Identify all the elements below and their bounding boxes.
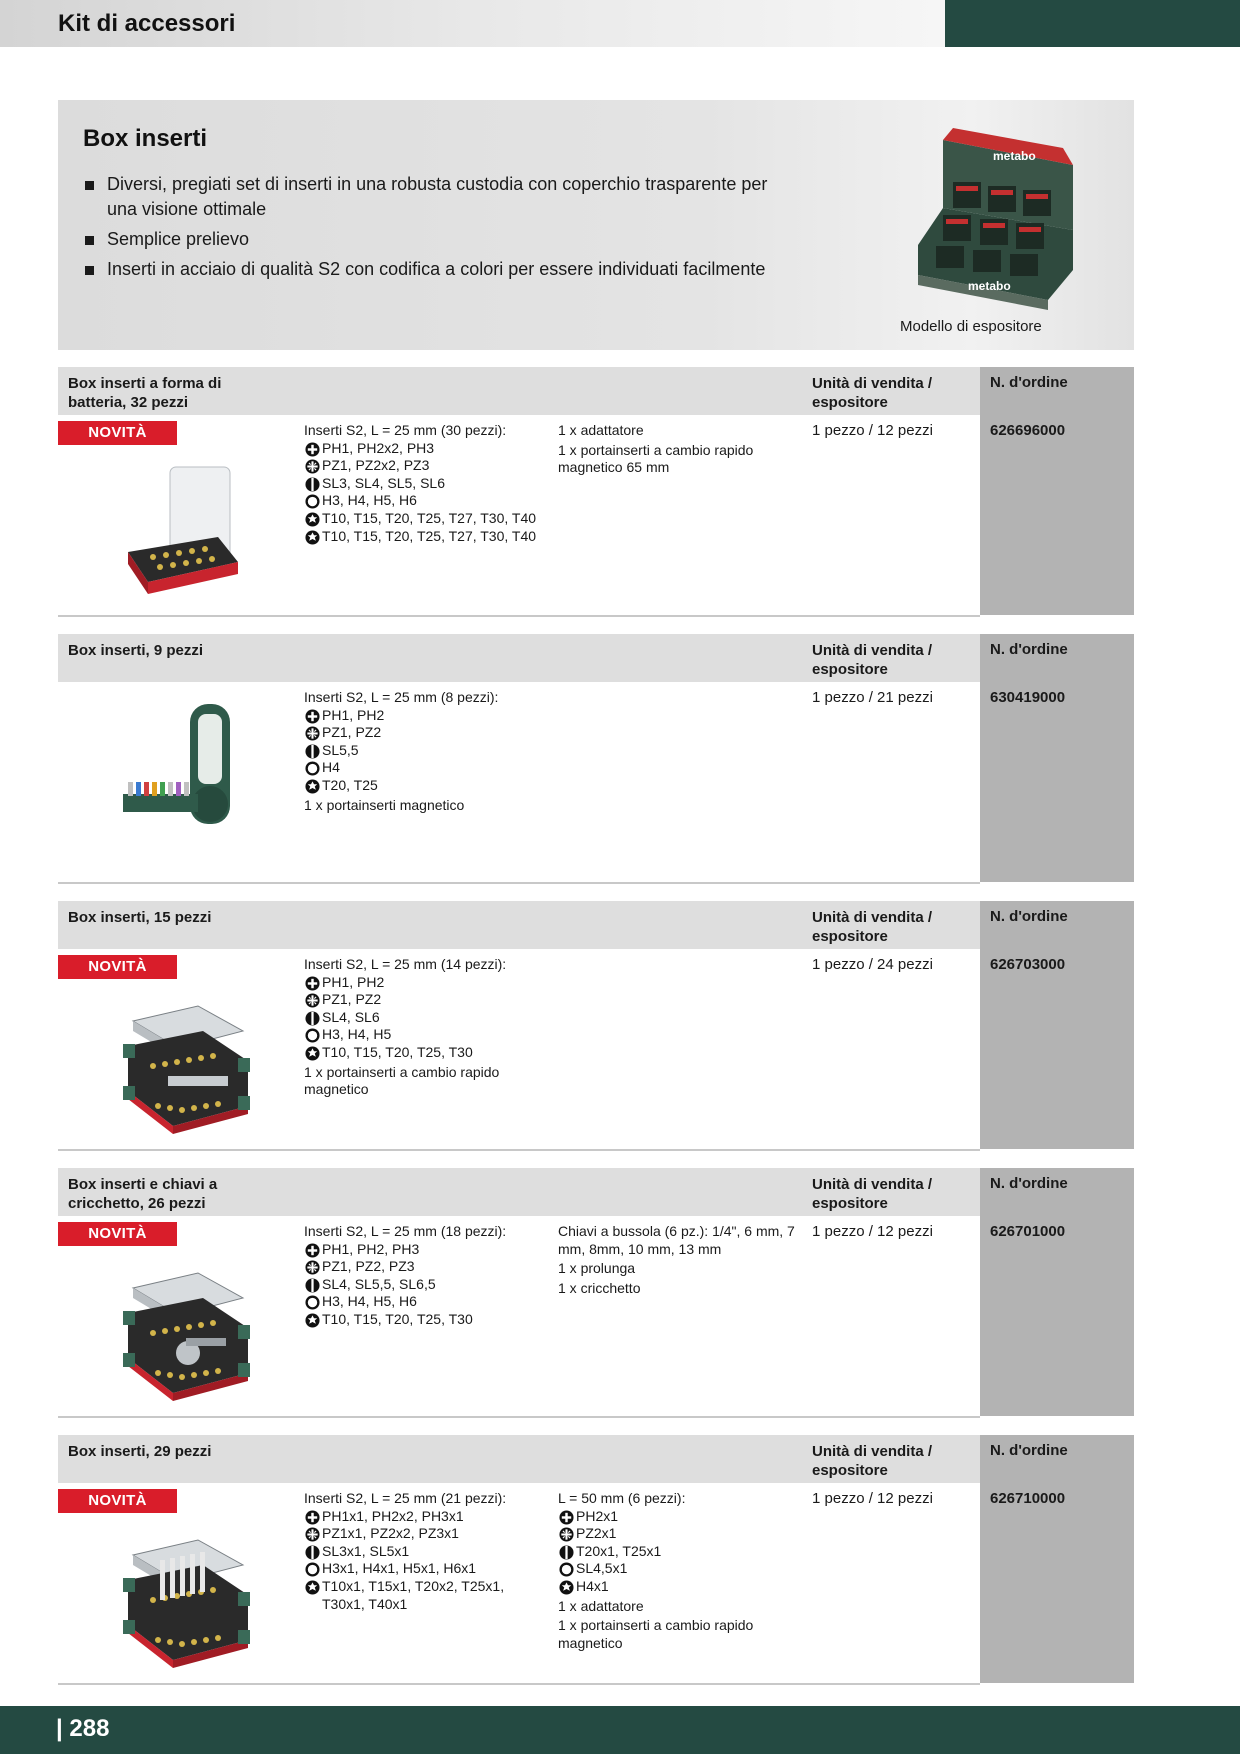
- torx-icon: [304, 779, 321, 794]
- spec-line: [304, 759, 544, 777]
- spec-text: 1 x portainserti a cambio rapido magnetico 65 mm: [558, 441, 754, 476]
- product-name: Box inserti, 9 pezzi: [68, 642, 204, 659]
- section-divider: [58, 1149, 980, 1151]
- phillips-icon: [304, 709, 321, 724]
- slotted-icon: [304, 1278, 321, 1293]
- spec-text: T10x1, T15x1, T20x2, T25x1,: [322, 1577, 505, 1594]
- spec-text: 1 x portainserti a cambio rapido magnetico: [558, 1617, 754, 1651]
- spec-text: Inserti S2, L = 25 mm (30 pezzi):: [304, 422, 507, 438]
- spec-line: [558, 1260, 798, 1278]
- spec-text: H3, H4, H5: [322, 1026, 392, 1043]
- spec-text: PH2x1: [576, 1507, 619, 1524]
- spec-text: 1 x adattatore: [558, 1597, 644, 1614]
- hex-icon: [304, 1295, 321, 1310]
- pozidriv-icon: [304, 459, 321, 474]
- spec-line: [304, 991, 544, 1009]
- intro-box: [58, 100, 1134, 350]
- spec-text: T10, T15, T20, T25, T27, T30, T40: [322, 509, 537, 526]
- spec-line: [304, 1578, 544, 1596]
- spec-text: T10, T15, T20, T25, T27, T30, T40: [322, 527, 537, 544]
- spec-line: [304, 1293, 544, 1311]
- spec-text: PZ2x1: [576, 1525, 617, 1542]
- product-section: [58, 901, 1134, 1151]
- svg-text:metabo: metabo: [993, 149, 1036, 163]
- pozidriv-icon: [304, 1527, 321, 1542]
- new-badge: NOVITÀ: [58, 1489, 177, 1513]
- spec-line: [304, 492, 544, 510]
- spec-text: 1 x prolunga: [558, 1260, 636, 1277]
- spec-text: SL4, SL6: [322, 1008, 380, 1025]
- slotted-icon: [304, 744, 321, 759]
- product-image: [108, 1253, 258, 1403]
- product-name: Box inserti, 29 pezzi: [68, 1443, 212, 1460]
- spec-line: [304, 1064, 544, 1099]
- order-header: N. d'ordine: [990, 374, 1068, 391]
- spec-line: [304, 457, 544, 475]
- product-section: [58, 367, 1134, 617]
- feature-text: Semplice prelievo: [107, 229, 250, 249]
- phillips-icon: [304, 442, 321, 457]
- spec-column-primary: [304, 956, 544, 1099]
- unit-header: Unità di vendita / espositore: [812, 1443, 933, 1479]
- sales-unit: 1 pezzo / 24 pezzi: [812, 956, 933, 973]
- phillips-icon: [304, 976, 321, 991]
- spec-text: H4x1: [576, 1577, 609, 1594]
- section-divider: [58, 1416, 980, 1418]
- spec-column-primary: [304, 1223, 544, 1329]
- spec-text: H3, H4, H5, H6: [322, 492, 417, 509]
- spec-line: [304, 1490, 544, 1508]
- intro-title: Box inserti: [83, 125, 208, 152]
- hex-icon: [304, 494, 321, 509]
- torx-icon: [304, 512, 321, 527]
- spec-column-primary: [304, 689, 544, 814]
- pozidriv-icon: [304, 993, 321, 1008]
- spec-text: H4: [322, 759, 340, 776]
- spec-line: [304, 440, 544, 458]
- order-number: 626710000: [990, 1490, 1066, 1507]
- product-name: Box inserti e chiavi a cricchetto, 26 pezzi: [68, 1176, 218, 1212]
- spec-line: [304, 1276, 544, 1294]
- section-header: [58, 1435, 1134, 1483]
- product-name: Box inserti a forma di batteria, 32 pezzi: [68, 375, 222, 411]
- spec-line: [558, 1223, 798, 1258]
- section-header: [58, 1168, 1134, 1216]
- spec-line: [304, 1258, 544, 1276]
- spec-line: [304, 707, 544, 725]
- section-header: [58, 367, 1134, 415]
- spec-text: Inserti S2, L = 25 mm (18 pezzi):: [304, 1223, 507, 1239]
- spec-line: [558, 1543, 798, 1561]
- spec-line: [558, 1490, 798, 1508]
- spec-text: 1 x portainserti magnetico: [304, 796, 465, 813]
- chapter-title: Kit di accessori: [58, 10, 236, 37]
- section-divider: [58, 615, 980, 617]
- product-image: [108, 986, 258, 1136]
- spec-text: SL4,5x1: [576, 1560, 628, 1577]
- torx-icon: [304, 530, 321, 545]
- hex-icon: [304, 761, 321, 776]
- spec-text: Inserti S2, L = 25 mm (8 pezzi):: [304, 689, 499, 705]
- bullet-square-icon: [85, 181, 94, 190]
- display-caption: Modello di espositore: [900, 318, 1042, 335]
- spec-line: [558, 1560, 798, 1578]
- spec-line: [304, 1543, 544, 1561]
- feature-text: Inserti in acciaio di qualità S2 con codifica a colori per essere individuati facilmente: [107, 259, 766, 279]
- spec-line: [304, 1508, 544, 1526]
- order-number: 630419000: [990, 689, 1066, 706]
- spec-line: [304, 1560, 544, 1578]
- spec-line: [304, 1009, 544, 1027]
- spec-text: PZ1, PZ2: [322, 991, 382, 1008]
- spec-text: T20x1, T25x1: [576, 1542, 662, 1559]
- spec-text: H3x1, H4x1, H5x1, H6x1: [322, 1560, 477, 1577]
- phillips-icon: [304, 1243, 321, 1258]
- spec-text: L = 50 mm (6 pezzi):: [558, 1490, 686, 1506]
- spec-line: [304, 956, 544, 974]
- product-image: [108, 452, 258, 602]
- product-image: [108, 1520, 258, 1670]
- spec-text: PZ1, PZ2x2, PZ3: [322, 457, 430, 474]
- feature-item: [83, 257, 783, 282]
- spec-line: [304, 724, 544, 742]
- phillips-icon: [558, 1510, 575, 1525]
- spec-line: [304, 1241, 544, 1259]
- spec-text: PZ1, PZ2, PZ3: [322, 1258, 415, 1275]
- spec-text: PH1, PH2x2, PH3: [322, 439, 435, 456]
- spec-column-primary: [304, 422, 544, 545]
- spec-line: [304, 1223, 544, 1241]
- spec-line: [304, 1044, 544, 1062]
- spec-text: H3, H4, H5, H6: [322, 1293, 417, 1310]
- spec-line: [304, 777, 544, 795]
- section-divider: [58, 1683, 980, 1685]
- spec-column-primary: [304, 1490, 544, 1613]
- bullet-square-icon: [85, 236, 94, 245]
- new-badge: NOVITÀ: [58, 1222, 177, 1246]
- spec-line: [558, 422, 798, 440]
- spec-line: [558, 1525, 798, 1543]
- spec-line: [558, 1578, 798, 1596]
- page-header: [0, 0, 1240, 47]
- pozidriv-icon: [304, 726, 321, 741]
- section-header: [58, 901, 1134, 949]
- order-column: [980, 901, 1134, 1149]
- spec-line: [304, 1311, 544, 1329]
- spec-text: PH1x1, PH2x2, PH3x1: [322, 1507, 464, 1524]
- sales-unit: 1 pezzo / 12 pezzi: [812, 1223, 933, 1240]
- torx-icon: [304, 1046, 321, 1061]
- spec-line: [304, 422, 544, 440]
- hex-icon: [304, 1562, 321, 1577]
- sales-unit: 1 pezzo / 21 pezzi: [812, 689, 933, 706]
- phillips-icon: [304, 1510, 321, 1525]
- order-header: N. d'ordine: [990, 1442, 1068, 1459]
- spec-line: [304, 528, 544, 546]
- spec-text: PH1, PH2: [322, 973, 385, 990]
- order-header: N. d'ordine: [990, 1175, 1068, 1192]
- torx-icon: [304, 1313, 321, 1328]
- feature-list: [83, 172, 783, 287]
- product-section: [58, 1168, 1134, 1418]
- section-divider: [58, 882, 980, 884]
- order-number: 626696000: [990, 422, 1066, 439]
- order-column: [980, 367, 1134, 615]
- spec-text: PH1, PH2, PH3: [322, 1240, 420, 1257]
- spec-text: SL3x1, SL5x1: [322, 1542, 410, 1559]
- spec-line: [558, 1280, 798, 1298]
- slotted-icon: [304, 477, 321, 492]
- spec-text: 1 x cricchetto: [558, 1279, 641, 1296]
- spec-line: [558, 442, 798, 477]
- spec-line: [304, 797, 544, 815]
- svg-text:metabo: metabo: [968, 279, 1011, 293]
- section-header: [58, 634, 1134, 682]
- slotted-icon: [304, 1011, 321, 1026]
- product-section: [58, 1435, 1134, 1685]
- page-number: | 288: [56, 1715, 110, 1742]
- sales-unit: 1 pezzo / 12 pezzi: [812, 422, 933, 439]
- unit-header: Unità di vendita / espositore: [812, 909, 933, 945]
- pozidriv-icon: [304, 1260, 321, 1275]
- spec-text: 1 x portainserti a cambio rapido magnetico: [304, 1063, 500, 1098]
- spec-text: T30x1, T40x1: [322, 1595, 408, 1612]
- new-badge: NOVITÀ: [58, 955, 177, 979]
- hex-icon: [304, 1028, 321, 1043]
- product-image: [108, 694, 258, 844]
- spec-line: [304, 689, 544, 707]
- hex-icon: [558, 1562, 575, 1577]
- bullet-square-icon: [85, 266, 94, 275]
- order-column: [980, 1168, 1134, 1416]
- unit-header: Unità di vendita / espositore: [812, 642, 933, 678]
- product-name: Box inserti, 15 pezzi: [68, 909, 212, 926]
- page-footer: [0, 1706, 1240, 1754]
- order-column: [980, 1435, 1134, 1683]
- display-stand-image: [898, 120, 1088, 310]
- spec-line: [304, 742, 544, 760]
- spec-text: SL4, SL5,5, SL6,5: [322, 1275, 436, 1292]
- spec-text: Inserti S2, L = 25 mm (14 pezzi):: [304, 956, 507, 972]
- spec-text: T20, T25: [322, 776, 378, 793]
- spec-text: T10, T15, T20, T25, T30: [322, 1310, 473, 1327]
- sales-unit: 1 pezzo / 12 pezzi: [812, 1490, 933, 1507]
- spec-column-secondary: [558, 1490, 798, 1652]
- spec-text: Inserti S2, L = 25 mm (21 pezzi):: [304, 1490, 507, 1506]
- order-number: 626703000: [990, 956, 1066, 973]
- pozidriv-icon: [558, 1527, 575, 1542]
- spec-text: PH1, PH2: [322, 706, 385, 723]
- feature-item: [83, 227, 783, 252]
- header-green-block: [945, 0, 1240, 47]
- spec-line: [304, 1026, 544, 1044]
- slotted-icon: [558, 1545, 575, 1560]
- feature-item: [83, 172, 783, 222]
- spec-line: [304, 974, 544, 992]
- order-column: [980, 634, 1134, 882]
- spec-line: [304, 510, 544, 528]
- spec-column-secondary: [558, 1223, 798, 1297]
- spec-text: PZ1x1, PZ2x2, PZ3x1: [322, 1525, 459, 1542]
- order-header: N. d'ordine: [990, 908, 1068, 925]
- spec-text: 1 x adattatore: [558, 422, 644, 438]
- unit-header: Unità di vendita / espositore: [812, 375, 933, 411]
- spec-text: SL3, SL4, SL5, SL6: [322, 474, 445, 491]
- spec-text: Chiavi a bussola (6 pz.): 1/4", 6 mm, 7 mm, 8mm, 10 mm, 13 mm: [558, 1223, 795, 1257]
- spec-line: [558, 1598, 798, 1616]
- new-badge: NOVITÀ: [58, 421, 177, 445]
- spec-line: [558, 1617, 798, 1652]
- order-header: N. d'ordine: [990, 641, 1068, 658]
- torx-icon: [304, 1580, 321, 1595]
- order-number: 626701000: [990, 1223, 1066, 1240]
- spec-line: [304, 475, 544, 493]
- slotted-icon: [304, 1545, 321, 1560]
- spec-text: SL5,5: [322, 741, 359, 758]
- product-section: [58, 634, 1134, 884]
- spec-line: [304, 1525, 544, 1543]
- feature-text: Diversi, pregiati set di inserti in una robusta custodia con coperchio trasparente per una visione ottimale: [107, 174, 768, 219]
- spec-line: [558, 1508, 798, 1526]
- spec-column-secondary: [558, 422, 798, 477]
- spec-text: T10, T15, T20, T25, T30: [322, 1043, 473, 1060]
- spec-text: PZ1, PZ2: [322, 724, 382, 741]
- unit-header: Unità di vendita / espositore: [812, 1176, 933, 1212]
- torx-icon: [558, 1580, 575, 1595]
- spec-line: [304, 1596, 544, 1614]
